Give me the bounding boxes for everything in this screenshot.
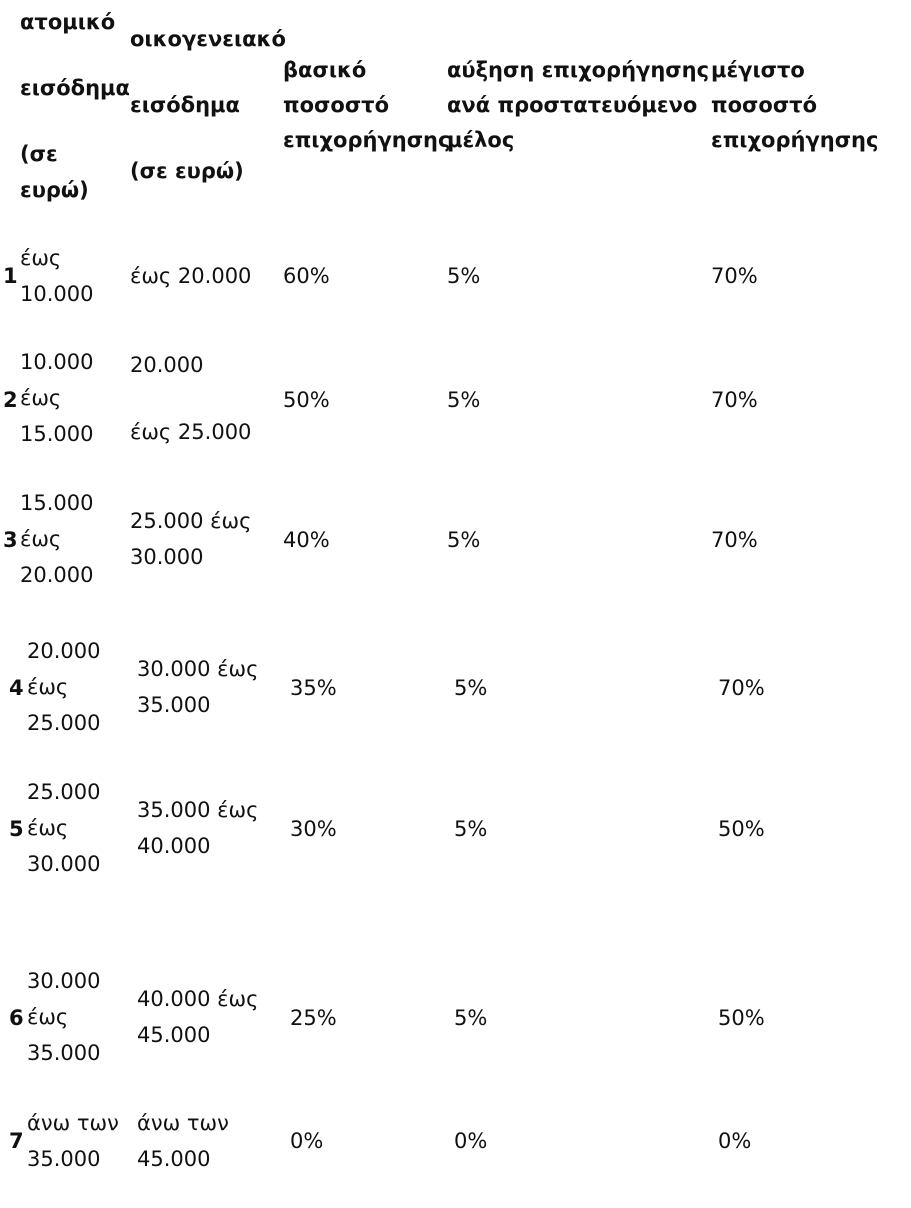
header-col1-line3: (σε [20, 142, 58, 166]
row-number: 4 [9, 676, 24, 700]
family-income: 35.000 [137, 693, 211, 717]
header-col4-line1: αύξηση επιχορήγησης [447, 58, 710, 82]
individual-income: 20.000 [27, 639, 101, 663]
header-col4-line2: ανά προστατευόμενο [447, 93, 698, 117]
max-rate: 0% [718, 1129, 752, 1153]
header-col1-line4: ευρώ) [20, 178, 89, 202]
header-col3-line3: επιχορήγησης [283, 128, 451, 152]
header-col4-line3: μέλος [447, 128, 515, 152]
dependent-increase: 5% [454, 1006, 488, 1030]
dependent-increase: 5% [447, 264, 481, 288]
header-col5-line3: επιχορήγησης [711, 128, 879, 152]
individual-income: 30.000 [27, 969, 101, 993]
base-rate: 0% [290, 1129, 324, 1153]
family-income: 45.000 [137, 1023, 211, 1047]
individual-income: 25.000 [27, 711, 101, 735]
base-rate: 25% [290, 1006, 337, 1030]
row-number: 6 [9, 1006, 24, 1030]
individual-income: άνω των [27, 1111, 119, 1135]
family-income: 30.000 [130, 545, 204, 569]
family-income: 40.000 έως [137, 987, 259, 1011]
header-col5-line2: ποσοστό [711, 93, 818, 117]
individual-income: 20.000 [20, 563, 94, 587]
base-rate: 30% [290, 817, 337, 841]
dependent-increase: 5% [447, 528, 481, 552]
family-income: 40.000 [137, 834, 211, 858]
individual-income: 30.000 [27, 852, 101, 876]
base-rate: 60% [283, 264, 330, 288]
header-col3-line2: ποσοστό [283, 93, 390, 117]
row-number: 2 [3, 388, 18, 412]
max-rate: 50% [718, 817, 765, 841]
base-rate: 50% [283, 388, 330, 412]
base-rate: 40% [283, 528, 330, 552]
family-income: 45.000 [137, 1147, 211, 1171]
individual-income: 35.000 [27, 1041, 101, 1065]
individual-income: 25.000 [27, 780, 101, 804]
individual-income: 15.000 [20, 422, 94, 446]
individual-income: 10.000 [20, 282, 94, 306]
header-col2-line2: εισόδημα [130, 93, 240, 117]
row-number: 5 [9, 817, 24, 841]
max-rate: 70% [711, 264, 758, 288]
family-income: 30.000 έως [137, 657, 259, 681]
dependent-increase: 0% [454, 1129, 488, 1153]
dependent-increase: 5% [454, 676, 488, 700]
individual-income: έως [20, 386, 62, 410]
family-income: 20.000 [130, 353, 204, 377]
family-income: 25.000 έως [130, 509, 252, 533]
individual-income: έως [20, 246, 62, 270]
max-rate: 70% [718, 676, 765, 700]
max-rate: 70% [711, 388, 758, 412]
individual-income: 10.000 [20, 350, 94, 374]
dependent-increase: 5% [454, 817, 488, 841]
header-col2-line1: οικογενειακό [130, 27, 286, 51]
individual-income: έως [27, 1005, 69, 1029]
individual-income: έως [27, 816, 69, 840]
individual-income: 35.000 [27, 1147, 101, 1171]
individual-income: 15.000 [20, 491, 94, 515]
max-rate: 70% [711, 528, 758, 552]
header-col3-line1: βασικό [283, 58, 367, 82]
row-number: 3 [3, 528, 18, 552]
family-income: 35.000 έως [137, 798, 259, 822]
header-col2-line3: (σε ευρώ) [130, 159, 244, 183]
dependent-increase: 5% [447, 388, 481, 412]
header-col1-line2: εισόδημα [20, 76, 130, 100]
individual-income: έως [27, 675, 69, 699]
individual-income: έως [20, 527, 62, 551]
row-number: 7 [9, 1129, 24, 1153]
header-col1-line1: ατομικό [20, 10, 116, 34]
family-income: άνω των [137, 1111, 229, 1135]
row-number: 1 [3, 264, 18, 288]
header-col5-line1: μέγιστο [711, 58, 805, 82]
family-income: έως 25.000 [130, 420, 252, 444]
base-rate: 35% [290, 676, 337, 700]
max-rate: 50% [718, 1006, 765, 1030]
family-income: έως 20.000 [130, 264, 252, 288]
